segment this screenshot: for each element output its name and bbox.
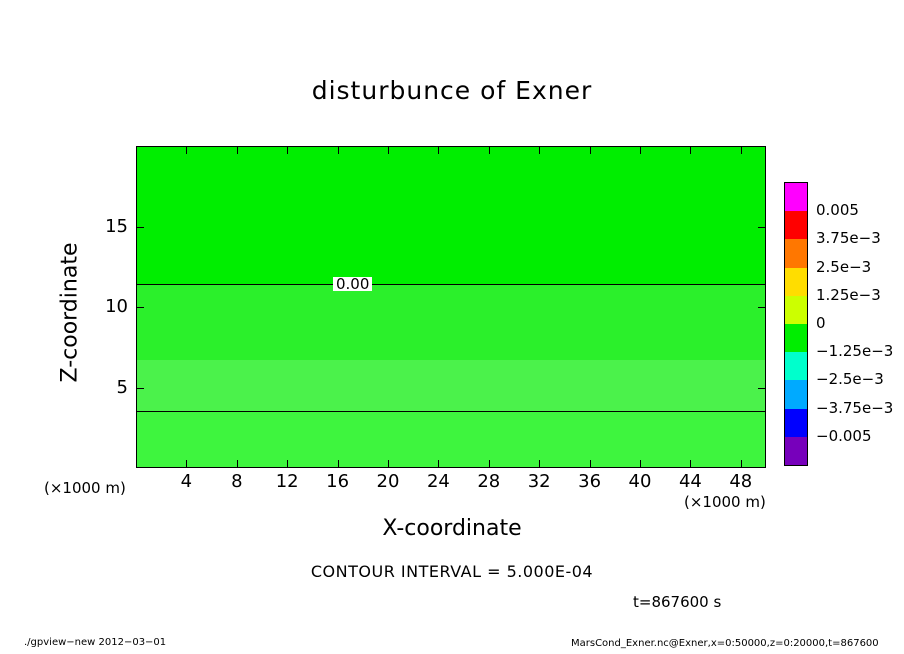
x-tick-label: 4: [180, 471, 193, 492]
x-tick-bottom: [741, 460, 742, 468]
x-tick-top: [741, 146, 742, 154]
colorbar-cell: [785, 296, 807, 324]
x-tick-top: [388, 146, 389, 154]
colorbar-cell: [785, 268, 807, 296]
colorbar-cell: [785, 324, 807, 352]
y-tick-left: [136, 307, 144, 308]
contour-band: [137, 147, 765, 284]
x-tick-bottom: [640, 460, 641, 468]
colorbar-label: −2.5e−3: [816, 370, 884, 389]
colorbar-cell: [785, 352, 807, 380]
x-tick-top: [640, 146, 641, 154]
x-axis-title: X-coordinate: [382, 516, 522, 541]
x-tick-bottom: [539, 460, 540, 468]
y-tick-right: [758, 227, 766, 228]
contour-line: [137, 411, 765, 412]
y-tick-label: 5: [116, 376, 128, 398]
x-tick-label: 8: [231, 471, 243, 492]
x-tick-label: 12: [275, 471, 299, 492]
colorbar-cell: [785, 437, 807, 465]
x-tick-label: 24: [426, 471, 450, 492]
y-tick-left: [136, 388, 144, 389]
x-tick-bottom: [438, 460, 439, 468]
x-tick-top: [590, 146, 591, 154]
x-tick-label: 28: [477, 471, 501, 492]
x-tick-bottom: [186, 460, 187, 468]
x-tick-label: 48: [729, 471, 753, 492]
colorbar-cell: [785, 380, 807, 408]
x-tick-top: [237, 146, 238, 154]
colorbar-label: −0.005: [816, 426, 872, 445]
x-tick-top: [539, 146, 540, 154]
colorbar-label: 0.005: [816, 201, 859, 220]
colorbar-cell: [785, 211, 807, 239]
x-tick-top: [690, 146, 691, 154]
x-units-left: (×1000 m): [44, 479, 126, 497]
colorbar-label: 3.75e−3: [816, 229, 881, 248]
x-tick-bottom: [338, 460, 339, 468]
footer-right: MarsCond_Exner.nc@Exner,x=0:50000,z=0:20000,t=867600: [571, 638, 879, 649]
x-tick-label: 44: [678, 471, 702, 492]
colorbar-cell: [785, 409, 807, 437]
x-tick-label: 16: [326, 471, 350, 492]
colorbar-label: −3.75e−3: [816, 398, 894, 417]
x-tick-label: 36: [578, 471, 602, 492]
y-axis-title: Z-coordinate: [57, 242, 83, 383]
colorbar-label: 1.25e−3: [816, 285, 881, 304]
x-tick-bottom: [237, 460, 238, 468]
contour-line: [137, 284, 765, 285]
x-tick-label: 40: [628, 471, 652, 492]
x-tick-top: [287, 146, 288, 154]
y-tick-label: 15: [105, 215, 128, 237]
colorbar: [784, 182, 808, 466]
x-tick-bottom: [287, 460, 288, 468]
x-tick-bottom: [388, 460, 389, 468]
colorbar-label: −1.25e−3: [816, 342, 894, 361]
time-label: t=867600 s: [633, 593, 722, 611]
y-tick-right: [758, 388, 766, 389]
x-tick-top: [489, 146, 490, 154]
chart-title: disturbunce of Exner: [311, 76, 593, 105]
x-tick-top: [338, 146, 339, 154]
y-tick-label: 10: [105, 296, 128, 317]
x-tick-label: 32: [527, 471, 551, 492]
y-tick-left: [136, 227, 144, 228]
contour-band: [137, 360, 765, 412]
x-tick-top: [438, 146, 439, 154]
x-tick-bottom: [489, 460, 490, 468]
colorbar-label: 0: [816, 314, 826, 332]
contour-band: [137, 284, 765, 360]
x-units-right: (×1000 m): [684, 493, 766, 511]
colorbar-cell: [785, 239, 807, 267]
y-tick-right: [758, 307, 766, 308]
x-tick-label: 20: [376, 471, 400, 492]
colorbar-cell: [785, 183, 807, 211]
contour-band: [137, 411, 765, 468]
x-tick-bottom: [690, 460, 691, 468]
footer-left: ./gpview−new 2012−03−01: [24, 637, 167, 648]
x-tick-top: [186, 146, 187, 154]
colorbar-label: 2.5e−3: [816, 257, 872, 276]
plot-area: [136, 146, 766, 468]
contour-label: 0.00: [333, 277, 372, 291]
contour-interval-text: CONTOUR INTERVAL = 5.000E-04: [310, 562, 594, 581]
x-tick-bottom: [590, 460, 591, 468]
